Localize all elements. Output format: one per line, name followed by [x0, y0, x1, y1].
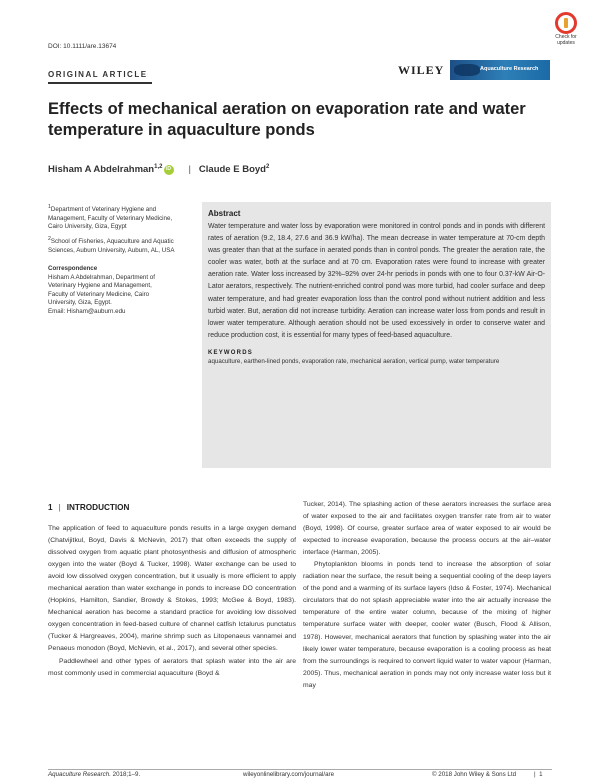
footer-journal: Aquaculture Research. 2018;1–9. — [48, 771, 141, 778]
abstract-box — [202, 202, 551, 468]
correspondence-line: Hisham A Abdelrahman, Department of — [48, 273, 155, 281]
body-column-left — [48, 523, 296, 680]
abstract-text: Water temperature and water loss by evaporation were monitored in control ponds and in ponds with different rates of aeration (9.2, 18.4, 27.6 and 36.9 kW/ha). The mean decrease in water temperature at 70-cm depth was greater than that at the surface in aerated ponds than in control ponds. The greater the aeration rate, the cooler was water, both at the surface and at 70 cm. Evaporation rates were found to increase with greater aeration rate. Water loss increased by 32%–92% over 24-hr periods in ponds with one to four 0.37-kW Air-O-Lator aerators, respectively. The nutrient-enriched control pond was more turbid, had cooler surface and deep water temperature, and had greater evaporation loss than the control pond without nutrient addition and less turbid water. But, aeration did not increase turbidity. Aeration can increase water loss from ponds and result in lower water temperature. Although aeration should not be used excessively in order to conserve water and reduce production cost, it is essential for many types of feed-based aquaculture. — [208, 223, 545, 339]
body-paragraph: The application of feed to aquaculture ponds results in a large oxygen demand (Chatvijitkul, Boyd, Davis & McNevin, 2017) that often exceeds the supply of dissolved oxygen from aquatic plant photosynthesis and diffusion of atmospheric oxygen into the water (Boyd & Tucker, 1998). Water exchange can be used to avoid low dissolved oxygen concentration, but it usually is more efficient to apply mechanical aeration than water exchange in ponds to increase DO concentration (Hopkins, Hamilton, Sandier, Browdy & Stokes, 1993; McGee & Boyd, 1983). Mechanical aeration has become a standard practice for avoiding low dissolved oxygen concentration in feed-based culture of channel catfish Ictalurus punctatus (Tucker & Hargreaves, 2004), marine shrimp such as Litopenaeus vannamei and Penaeus monodon (Boyd, McNevin, et al., 2017), and several other species. — [48, 525, 296, 653]
body-paragraph: Tucker, 2014). The splashing action of these aerators increases the surface area of water exposed to the air and facilitates oxygen transfer rate from air to water (Boyd, 1998). Of course, greater surface area of water exposed to air would be expected to increase evaporation, because the process occurs at the air–water interface (Harman, 2005). — [303, 501, 551, 557]
correspondence-heading: Correspondence — [48, 265, 98, 273]
correspondence-line: University, Giza, Egypt. — [48, 299, 112, 307]
body-paragraph: Paddlewheel and other types of aerators that splash water into the air are most commonly used in commercial aquaculture (Boyd & — [48, 657, 296, 677]
author-separator: | — [188, 164, 191, 176]
body-paragraph: Phytoplankton blooms in ponds tend to increase the absorption of solar radiation near the surface, the result being a sequential cooling of the deep layers of the pond and a warming of its surface layers (Idso & Foster, 1974). Mechanical circulators that do not splash appreciable water into the air actually increase the temperature of the entire water column, because of the mixing of higher temperature surface water with deeper, cooler water (Busch, Flood & Allison, 1978). However, mechanical aerators that function by splashing water into the air likely lower water temperature, because evaporation is a cooling process as heat from the surroundings is required to convert liquid water to water vapour (Harman, 2005). Thus, mechanical aeration in ponds may not only increase water loss but it may — [303, 561, 551, 689]
article-title: Effects of mechanical aeration on evaporation rate and water temperature in aquaculture ponds — [48, 100, 526, 139]
author-affiliation-sup: 1,2 — [154, 164, 163, 170]
affiliations-sidebar — [48, 203, 178, 317]
section-title: INTRODUCTION — [66, 503, 130, 512]
abstract-heading: Abstract — [208, 209, 241, 218]
orcid-icon[interactable] — [164, 165, 174, 175]
article-type-rule — [48, 82, 152, 84]
section-separator: | — [58, 503, 61, 512]
keywords-heading: KEYWORDS — [208, 349, 253, 356]
doi-text[interactable]: DOI: 10.1111/are.13674 — [48, 43, 117, 50]
author-affiliation-sup: 2 — [265, 164, 270, 170]
journal-logo-icon — [454, 64, 480, 76]
publisher-logo[interactable]: WILEY — [398, 63, 445, 77]
crossmark-label: Check for updates — [555, 34, 577, 46]
keywords-list: aquaculture, earthen-lined ponds, evaporation rate, mechanical aeration, vertical pump, water temperature — [208, 357, 500, 365]
correspondence-email[interactable]: Email: Hisham@auburn.edu — [48, 308, 126, 316]
section-heading — [48, 503, 129, 512]
author-list — [48, 164, 269, 175]
footer-divider — [48, 769, 552, 770]
affiliation-item: $^2$School of Fisheries, Aquaculture and Aquatic Sciences, Auburn University, Auburn, AL, USA — [48, 235, 175, 254]
journal-name: Aquaculture Research — [480, 66, 539, 72]
journal-logo[interactable] — [450, 60, 550, 80]
author-name[interactable]: Claude E Boyd$^2$ — [198, 164, 270, 176]
crossmark-icon — [555, 12, 577, 34]
correspondence-block — [48, 274, 178, 317]
correspondence-line: Faculty of Veterinary Medicine, Cairo — [48, 290, 150, 298]
author-name[interactable]: Hisham A Abdelrahman$^{1,2}$ — [48, 164, 163, 176]
body-column-right — [303, 499, 551, 692]
affiliation-item: $^1$Department of Veterinary Hygiene and Management, Faculty of Veterinary Medicine, Cairo University, Giza, Egypt — [48, 204, 173, 231]
article-type-label: ORIGINAL ARTICLE — [48, 70, 148, 79]
footer-journal-link[interactable]: wileyonlinelibrary.com/journal/are — [243, 771, 335, 778]
check-for-updates-button[interactable] — [546, 12, 586, 54]
footer-copyright: © 2018 John Wiley & Sons Ltd — [432, 771, 517, 778]
page-number: | 1 — [534, 771, 543, 778]
section-number: 1 — [48, 503, 53, 512]
correspondence-line: Veterinary Hygiene and Management, — [48, 282, 152, 290]
